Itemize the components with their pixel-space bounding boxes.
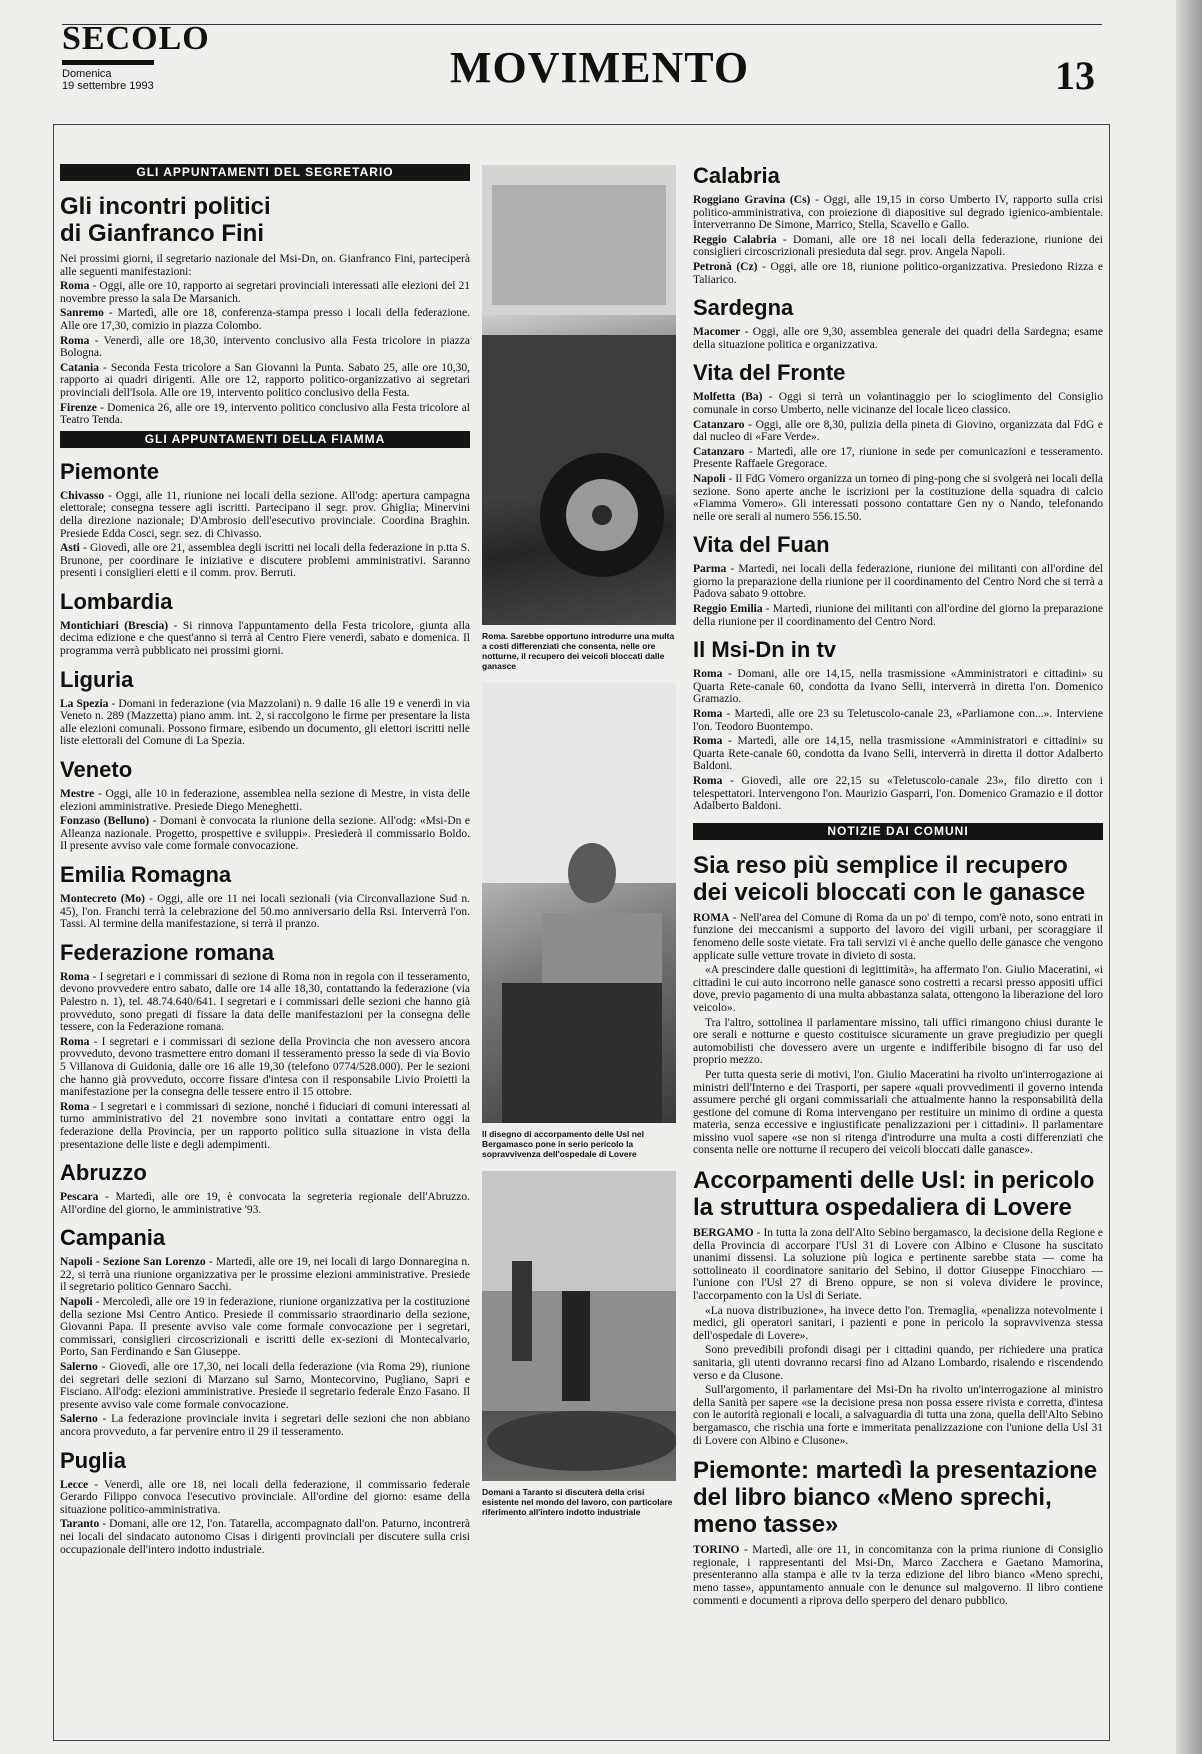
notice-paragraph — [60, 542, 470, 580]
date-line-1: Domenica — [62, 68, 112, 80]
notice-text: - Martedì, alle ore 23 su Teletuscolo-canale 23, «Parliamone con...». Interviene l'on. Teodoro Buontempo. — [693, 708, 1103, 733]
caption-taranto: Domani a Taranto si discuterà della crisi esistente nel mondo del lavoro, con particolare riferimento all'intero indotto industriale — [482, 1487, 673, 1517]
notice-place: Lecce — [60, 1478, 89, 1491]
notice-paragraph — [60, 402, 470, 427]
column-right — [693, 162, 1103, 1734]
notice-text: Sull'argomento, il parlamentare del Msi-Dn ha rivolto un'interrogazione al ministro della Sanità per sapere «se la decisione presa non possa essere rivista e corretta, d'intesa con le autorità regionali e locali, a salvaguardia di tutta una zona, quella dell'Alto Sebino bergamasco, che rischia una forte e immeritata penalizzazione con l'unione della Usl 31 di Lovere con Albino e Clusone». — [693, 1384, 1103, 1447]
notice-text: - Oggi, alle ore 10, rapporto ai segretari provinciali interessati alle elezioni del 21 novembre presso la sala De Marsanich. — [60, 280, 470, 305]
notice-place: ROMA — [693, 911, 730, 924]
notice-paragraph — [60, 1191, 470, 1216]
notice-text: - Martedì, nei locali della federazione, riunione dei militanti con all'ordine del giorno la preparazione della riunione per il coordinamento del Centro Nord che si terrà a Padova sabato 9 ottobre. — [693, 563, 1103, 601]
notice-paragraph — [693, 603, 1103, 628]
notice-text: «A prescindere dalle questioni di legittimità», ha affermato l'on. Giulio Maceratini, «i cittadini le cui auto incorrono nelle ganasce sono costretti a recarsi presso appositi uffici dove, previo pagamento di una multa abbastanza salata, ottengono la liberazione del loro veicolo». — [693, 964, 1103, 1014]
notice-paragraph — [693, 194, 1103, 232]
notice-place: Napoli - Sezione San Lorenzo — [60, 1256, 206, 1269]
notice-text: - Domani, alle ore 12, l'on. Tatarella, accompagnato dall'on. Paturno, incontrerà nei locali del sindacato autonomo Cisas i dirigenti provinciali per discutere sulla crisi occupazionale dell'intero indotto industriale. — [60, 1518, 470, 1556]
heading-veneto: Veneto — [60, 757, 133, 783]
notice-text: - In tutta la zona dell'Alto Sebino bergamasco, la decisione della Regione e della Provincia di accorpare l'Usl 31 di Lovere con Albino e Clusone ha suscitato unanimi dissensi. La soluzione più logica e pertinente sarebbe stata — come ha sottolineato il coordinatore sanitario del Sebino, il dottor Giuseppe Finocchiaro — l'unione con l'Usl 27 di Breno oppure, se non si voleva dividere le province, l'accorpamento con la Usl di Seriate. — [693, 1227, 1103, 1303]
notice-text: - Giovedì, alle ore 21, assemblea degli iscritti nei locali della federazione in p.tta S. Brunone, per coordinare le iniziative e discutere problemi amministrativi. Saranno presenti i consiglieri eletti e il comm. prov. Berruti. — [60, 542, 470, 580]
masthead-rule — [62, 24, 1102, 25]
notice-text: - Seconda Festa tricolore a San Giovanni la Punta. Sabato 25, alle ore 10,30, rapporto ai quadri dirigenti. Alle ore 12, rapporto politico-organizzativo ai segretari provinciali dell'Isola. Alle ore 19, intervento politico conclusivo della Festa. — [60, 361, 470, 399]
notice-text: - Oggi, alle 10 in federazione, assemblea nella sezione di Mestre, in vista delle elezioni amministrative. Presiede Diego Meneghetti. — [60, 788, 470, 813]
heading-abruzzo: Abruzzo — [60, 1160, 147, 1186]
notice-place: Mestre — [60, 788, 95, 801]
ganasce-headline-line-1: Sia reso più semplice il recupero — [693, 851, 1068, 879]
heading-lombardia: Lombardia — [60, 588, 173, 614]
notice-place: Catanzaro — [693, 418, 745, 431]
tasse-headline-line-2: del libro bianco «Meno sprechi, meno tasse» — [693, 1484, 1052, 1539]
notice-paragraph — [693, 1227, 1103, 1303]
notice-paragraph — [60, 307, 470, 332]
notice-place: Pescara — [60, 1191, 99, 1204]
notice-paragraph — [693, 668, 1103, 706]
fini-headline-line-1: Gli incontri politici — [60, 193, 271, 220]
notice-text: - Domani è convocata la riunione della sezione. All'odg: «Msi-Dn e Alleanza nazionale. Progetto, prospettive e sviluppi». Presiederà il commissario Boldo. Il presente avviso vale come formale convocazione. — [60, 815, 470, 853]
notice-paragraph — [693, 1305, 1103, 1343]
heading-vita-del-fronte: Vita del Fronte — [693, 360, 846, 386]
notice-paragraph — [60, 362, 470, 400]
notice-paragraph — [60, 815, 470, 853]
notice-paragraph — [60, 1101, 470, 1151]
notice-paragraph — [693, 1069, 1103, 1157]
ganasce-headline — [693, 852, 1103, 906]
page-number: 13 — [1055, 53, 1095, 98]
fini-headline — [60, 193, 470, 247]
notice-text: - Si rinnova l'appuntamento della Festa tricolore, giunta alla decima edizione e che quest'anno si terrà al Centro Fiere venerdì, sabato e domenica. Il programma verrà pubblicato nei prossimi giorni. — [60, 619, 470, 658]
notice-place: Catania — [60, 361, 99, 374]
fronte-list — [693, 391, 1103, 523]
notice-text: - Oggi, alle ore 9,30, assemblea generale dei quadri della Sardegna; esame della situazione politica e organizzativa. — [693, 326, 1103, 351]
issue-date — [62, 68, 154, 92]
notice-paragraph — [60, 490, 470, 540]
notice-place: Napoli — [693, 472, 726, 485]
heading-puglia: Puglia — [60, 1447, 127, 1473]
emilia-list — [60, 893, 470, 931]
notice-place: Chivasso — [60, 489, 105, 502]
notice-text: - Domani in federazione (via Mazzolani) n. 9 dalle 16 alle 19 e venerdì in via Veneto n. 289 (Mazzetta) piano amm. int. 2, si raccolgono le firme per presentare la lista alle elezioni comunali. Possono firmare, esibendo un documento, gli elettori iscritti nelle liste elettorali del Comune di La Spezia. — [60, 697, 470, 748]
notice-text: - Oggi, alle ore 18, riunione politico-organizzativa. Presiedono Rizza e Taliarico. — [693, 260, 1103, 286]
notice-text: - Giovedì, alle ore 17,30, nei locali della federazione (via Roma 29), riunione dei segretari delle sezioni di Marzano sul Sarno, Montecorvino, Puglianо, Sapri e Fisciano. All'odg: elezioni amministrative. Presiede il segretario federale Enzo Fasano. Il presente avviso vale come formale convocazione. — [60, 1361, 470, 1411]
newspaper-logo: SECOLO — [62, 20, 210, 57]
notice-paragraph — [693, 1544, 1103, 1607]
notice-paragraph — [60, 698, 470, 748]
notice-text: - Domani, alle ore 14,15, nella trasmissione «Amministratori e cittadini» su Quarta Rete-canale 60, condotta da Ivano Selli, interverrà in diretta l'on. Domenico Gramazio. — [693, 668, 1103, 706]
section-title: MOVIMENTO — [450, 43, 750, 92]
notice-paragraph — [60, 1413, 470, 1438]
date-line-2: 19 settembre 1993 — [62, 80, 154, 92]
notice-paragraph — [693, 775, 1103, 813]
notice-place: Roma — [693, 708, 723, 721]
caption-ganasce: Roma. Sarebbe opportuno introdurre una multa a costi differenziati che consenta, nelle ore notturne, il recupero dei veicoli bloccati dalle ganasce — [482, 631, 675, 671]
fini-intro: Nei prossimi giorni, il segretario nazionale del Msi-Dn, on. Gianfranco Fini, parteciperà alle seguenti manifestazioni: — [60, 253, 470, 278]
notice-place: Montecreto (Mo) — [60, 893, 146, 905]
notice-place: Roma — [60, 1035, 90, 1048]
sardegna-list — [693, 326, 1103, 351]
notice-text: - Domani, alle ore 18 nei locali della federazione, riunione dei consiglieri circoscrizionali presieduta dal segr. prov. Angela Napoli. — [693, 233, 1103, 259]
notice-place: Parma — [693, 563, 727, 576]
tv-list — [693, 668, 1103, 813]
liguria-list — [60, 698, 470, 748]
notice-place: Roma — [60, 334, 90, 347]
notice-paragraph — [693, 261, 1103, 286]
logo-underline — [62, 60, 154, 65]
photo-hospital-patient — [482, 683, 676, 1123]
notice-place: Roma — [693, 775, 723, 787]
notice-place: Roma — [60, 970, 90, 983]
notice-text: - Nell'area del Comune di Roma da un po' di tempo, com'è noto, sono entrati in funzione dei meccanismi a supporto del lavoro dei vigili urbani, per scoraggiare il fenomeno delle soste vietate. Fra tali servizi vi è anche quello delle ganasce che vengono applicate sulle vetture trovate in divieto di sosta. — [693, 911, 1103, 962]
photo-car-wheel-clamp — [482, 165, 676, 625]
notice-paragraph — [60, 1479, 470, 1517]
notice-text: - Oggi si terrà un volantinaggio per lo scioglimento del Consiglio comunale in corso Umberto, nelle vicinanze del locale liceo classico. — [693, 391, 1103, 416]
notice-text: - Martedì, alle ore 17, riunione in sede per comunicazioni e tesseramento. Presente Raffaele Gregorace. — [693, 445, 1103, 471]
notice-place: Salerno — [60, 1361, 98, 1374]
notice-place: TORINO — [693, 1544, 740, 1557]
banner-fiamma: GLI APPUNTAMENTI DELLA FIAMMA — [60, 431, 470, 448]
usl-headline-line-2: la struttura ospedaliera di Lovere — [693, 1194, 1072, 1222]
notice-paragraph — [693, 912, 1103, 962]
column-left — [60, 160, 470, 1732]
tasse-article — [693, 1544, 1103, 1607]
notice-place: Sanremo — [60, 307, 104, 320]
page-edge-shadow — [1176, 0, 1202, 1754]
heading-vita-del-fuan: Vita del Fuan — [693, 532, 830, 558]
notice-place: Reggio Emilia — [693, 603, 763, 616]
notice-place: BERGAMO — [693, 1227, 754, 1240]
car-illustration — [482, 165, 676, 625]
notice-place: Montichiari (Brescia) — [60, 619, 169, 632]
notice-paragraph — [693, 419, 1103, 444]
campania-list — [60, 1256, 470, 1438]
notice-text: - Oggi, alle 11, riunione nei locali della sezione. All'odg: apertura campagna elettorale; consegna tessere agli iscritti. Partecipano il segr. prov. Ghiglia; Minervini della direzione nazionale; D'Ambrosio dell'esecutivo provinciale. Coordina Braghin. Presiede Edda Cosci, segr. sez. di Chivasso. — [60, 489, 470, 540]
lombardia-list — [60, 620, 470, 658]
notice-paragraph — [60, 788, 470, 813]
notice-paragraph — [693, 1344, 1103, 1382]
banner-notizie-comuni: NOTIZIE DAI COMUNI — [693, 823, 1103, 840]
ganasce-article — [693, 912, 1103, 1157]
calabria-list — [693, 194, 1103, 286]
notice-paragraph — [60, 1518, 470, 1556]
heading-msi-dn-in-tv: Il Msi-Dn in tv — [693, 637, 836, 663]
notice-text: Per tutta questa serie di motivi, l'on. Giulio Maceratini ha rivolto un'interrogazione ai ministri dell'Interno e dei Trasporti, per sapere «quali provvedimenti il governo intenda assumere perché gli organi commissariali che attualmente hanno la responsabilità della gestione del comune di Roma intervengano per restituire un minimo di ordine a questa materia, senza eccessive e ingiustificate penalizzazioni per i cittadini». Il parlamentare missino vuol sapere «se non si ritenga d'introdurre una multa a costi differenziati che consenta nelle ore notturne il recupero dei veicoli bloccati dalle ganasce». — [693, 1068, 1103, 1157]
usl-headline — [693, 1167, 1103, 1221]
notice-paragraph — [60, 1036, 470, 1099]
notice-text: - I segretari e i commissari di sezione della Provincia che non avessero ancora provveduto, devono trasmettere entro domani il tesseramento presso la sede di via Bovio 5 Villanova di Guidonia, dalle ore 16 alle 19,30 (telefono 0774/528.000). Per le sezioni che hanno già provveduto, occorre fissare d'intesa con il responsabile Livio Proietti la manifestazione per la consegna delle tessere entro il 15 ottobre. — [60, 1035, 470, 1099]
notice-text: - Il FdG Vomero organizza un torneo di ping-pong che si svolgerà nei locali della sezione. Sono aperte anche le iscrizioni per la costituzione della squadra di calcio «Fiamma Vomero». Gli interessati possono contattare Gen ny o Nando, telefonando nelle ore serali al numero 556.15.50. — [693, 472, 1103, 523]
notice-paragraph — [693, 326, 1103, 351]
notice-place: Roma — [60, 1100, 90, 1113]
banner-segretario: GLI APPUNTAMENTI DEL SEGRETARIO — [60, 164, 470, 181]
notice-text: «La nuova distribuzione», ha invece detto l'on. Tremaglia, «penalizza notevolmente i medici, gli operatori sanitari, i pazienti e pone in pericolo la sopravvivenza stessa dell'ospedale di Lovere». — [693, 1304, 1103, 1342]
usl-headline-line-1: Accorpamenti delle Usl: in pericolo — [693, 1167, 1095, 1195]
notice-place: Petronà (Cz) — [693, 260, 758, 273]
notice-paragraph — [693, 391, 1103, 416]
tasse-headline — [693, 1457, 1103, 1538]
tasse-headline-line-1: Piemonte: martedì la presentazione — [693, 1457, 1098, 1485]
notice-paragraph — [60, 971, 470, 1034]
abruzzo-list — [60, 1191, 470, 1216]
notice-text: - Domenica 26, alle ore 19, intervento politico conclusivo alla Festa tricolore al Teatro Tenda. — [60, 401, 470, 427]
notice-text: - Venerdì, alle ore 18, nei locali della federazione, il commissario federale Gerardo Filippo convoca l'esecutivo provinciale. All'ordine del giorno: esame della situazione politico-amministrativa. — [60, 1478, 470, 1516]
notice-paragraph — [60, 1256, 470, 1294]
fini-headline-line-2: di Gianfranco Fini — [60, 220, 265, 247]
column-photos — [482, 165, 676, 1735]
notice-place: Taranto — [60, 1518, 100, 1531]
notice-text: - Martedì, alle ore 18, conferenza-stampa presso i locali della federazione. Alle ore 17,30, comizio in piazza Colombo. — [60, 307, 470, 332]
notice-text: - Mercoledì, alle ore 19 in federazione, riunione organizzativa per la costituzione della sezione Msi Centro Antico. Presiede il commissario straordinario della sezione, Giovanni Papa. Il presente avviso vale come formale convocazione per i segretari, commissari, consiglieri circoscrizionali e iscritti delle ex-sezioni di Montecalvario, Porto, San Ferdinando e San Giuseppe. — [60, 1296, 470, 1359]
heading-emilia-romagna: Emilia Romagna — [60, 862, 232, 887]
notice-paragraph — [60, 893, 470, 931]
notice-text: - Martedì, alle ore 14,15, nella trasmissione «Amministratori e cittadini» su Quarta Rete-canale 60, condotta da Ivano Selli, interverrà in diretta il dottor Adalberto Baldoni. — [693, 735, 1103, 773]
federazione-list — [60, 971, 470, 1151]
notice-place: Roma — [693, 735, 723, 748]
caption-usl: Il disegno di accorpamento delle Usl nel Bergamasco pone in serio pericolo la sopravvivenza dell'ospedale di Lovere — [482, 1129, 645, 1159]
heading-calabria: Calabria — [693, 163, 780, 188]
notice-text: - Oggi, alle 19,15 in corso Umberto IV, rapporto sulla crisi politico-amministrativa, con proiezione di diapositive sul degrado igienico-ambientale. Interverranno De Simone, Marrico, Stella, Scavello e Gallo. — [693, 194, 1103, 232]
notice-text: - Martedì, alle ore 19, nei locali di largo Donnaregina n. 22, si terrà una riunione organizzativa per le prossime elezioni amministrative. Presiede il segretario politico Gennaro Sacchi. — [60, 1256, 470, 1294]
photo-taranto-boat — [482, 1171, 676, 1481]
notice-place: Reggio Calabria — [693, 233, 777, 246]
hospital-illustration — [482, 683, 676, 1123]
notice-text: - I segretari e i commissari di sezione di Roma non in regola con il tesseramento, devono provvedere entro sabato, dalle ore 14 alle 18,30, contattando la federazione (via Palestro n. 1), tel. 48.74.640/641. I segretari e i commissari delle sezioni che hanno già provveduto, sono pregati di fissare la data delle manifestazioni per la consegna delle tessere, con la Federazione romana. — [60, 970, 470, 1034]
notice-place: Molfetta (Ba) — [693, 391, 763, 404]
notice-place: Roggiano Gravina (Cs) — [693, 194, 811, 206]
notice-paragraph — [693, 1384, 1103, 1447]
notice-text: Sono prevedibili profondi disagi per i cittadini quando, per richiedere una pratica sanitaria, gli utenti dovranno recarsi fino ad Alzano Lombardo, risalendo e riscendendo verso e da Clusone. — [693, 1344, 1103, 1382]
notice-paragraph — [693, 563, 1103, 601]
notice-place: Fonzaso (Belluno) — [60, 815, 150, 828]
notice-text: - I segretari e i commissari di sezione, nonché i fiduciari di comuni interessati al turno amministrativo del 21 novembre sono invitati a contattare entro oggi la federazione della Provincia, per un rapporto politico sulla situazione in vista della presentazione delle liste e degli adempimenti. — [60, 1100, 470, 1151]
notice-paragraph — [60, 1296, 470, 1359]
notice-place: Roma — [693, 668, 723, 681]
ganasce-headline-line-2: dei veicoli bloccati con le ganasce — [693, 878, 1086, 906]
notice-paragraph — [693, 964, 1103, 1014]
notice-place: Asti — [60, 542, 80, 555]
notice-text: - Martedì, riunione dei militanti con all'ordine del giorno la preparazione della riunione per il coordinamento del Centro Nord. — [693, 603, 1103, 628]
notice-paragraph — [60, 1361, 470, 1411]
puglia-list — [60, 1479, 470, 1557]
notice-paragraph — [693, 234, 1103, 259]
notice-text: - Martedì, alle ore 19, è convocata la segreteria regionale dell'Abruzzo. All'ordine del giorno, le amministrative '93. — [60, 1191, 470, 1216]
heading-liguria: Liguria — [60, 666, 134, 692]
notice-text: - Oggi, alle ore 8,30, pulizia della pineta di Giovino, organizzata dal FdG e dal nucleo di «Fare Verde». — [693, 418, 1103, 444]
notice-place: Macomer — [693, 326, 741, 339]
notice-text: - Giovedì, alle ore 22,15 su «Teletuscolo-canale 23», filo diretto con i telespettatori. Intervengono l'on. Maurizio Gasparri, l'on. Domenico Gramazio e il dottor Adalberto Baldoni. — [693, 775, 1103, 813]
notice-paragraph — [693, 735, 1103, 773]
heading-federazione-romana: Federazione romana — [60, 939, 274, 965]
notice-text: Tra l'altro, sottolinea il parlamentare missino, tali uffici rimangono chiusi durante le ore serali e notturne e questo costituisce sicuramente un grave pregiudizio per quegli automobilisti che dovessero avere un urgente e indifferibile bisogno di far uso del proprio mezzo. — [693, 1016, 1103, 1067]
fuan-list — [693, 563, 1103, 628]
notice-place: Catanzaro — [693, 445, 745, 458]
notice-text: - Oggi, alle ore 11 nei locali sezionali (via Circonvallazione Sud n. 45), l'on. Franchi terrà la celebrazione del 50.mo anniversario della Rsi. Interverrà l'on. Tassi. Al termine della manifestazione, si terrà il pranzo. — [60, 893, 470, 931]
notice-text: - La federazione provinciale invita i segretari delle sezioni che non abbiano ancora provveduto, a far pervenire entro il 29 il tesseramento. — [60, 1413, 470, 1438]
notice-place: La Spezia — [60, 697, 109, 710]
notice-paragraph — [60, 620, 470, 658]
heading-campania: Campania — [60, 1225, 166, 1251]
notice-paragraph — [693, 1017, 1103, 1067]
notice-text: - Martedì, alle ore 11, in concomitanza con la prima riunione di Consiglio regionale, i rappresentanti del Msi-Dn, Marco Zacchera e Gaetano Mamorina, presenteranno alla stampa e alle tv la terza edizione del libro bianco «Meno sprechi, meno tasse», appuntamento annuale con le denunce sul malgoverno. Il libro contiene commenti e documenti a riprova dello sperpero del denaro pubblico. — [693, 1544, 1103, 1607]
notice-place: Napoli — [60, 1296, 93, 1309]
notice-text: - Venerdì, alle ore 18,30, intervento conclusivo alla Festa tricolore in piazza Bologna. — [60, 334, 470, 360]
notice-paragraph — [60, 280, 470, 305]
heading-sardegna: Sardegna — [693, 295, 794, 321]
fini-list — [60, 280, 470, 427]
notice-paragraph — [693, 708, 1103, 733]
notice-place: Salerno — [60, 1413, 98, 1426]
piemonte-list — [60, 490, 470, 580]
notice-place: Firenze — [60, 401, 97, 414]
notice-paragraph — [693, 446, 1103, 471]
usl-article — [693, 1227, 1103, 1447]
notice-paragraph — [693, 473, 1103, 523]
veneto-list — [60, 788, 470, 853]
heading-piemonte: Piemonte — [60, 458, 160, 484]
notice-place: Roma — [60, 280, 90, 293]
boat-illustration — [482, 1171, 676, 1481]
notice-paragraph — [60, 335, 470, 360]
